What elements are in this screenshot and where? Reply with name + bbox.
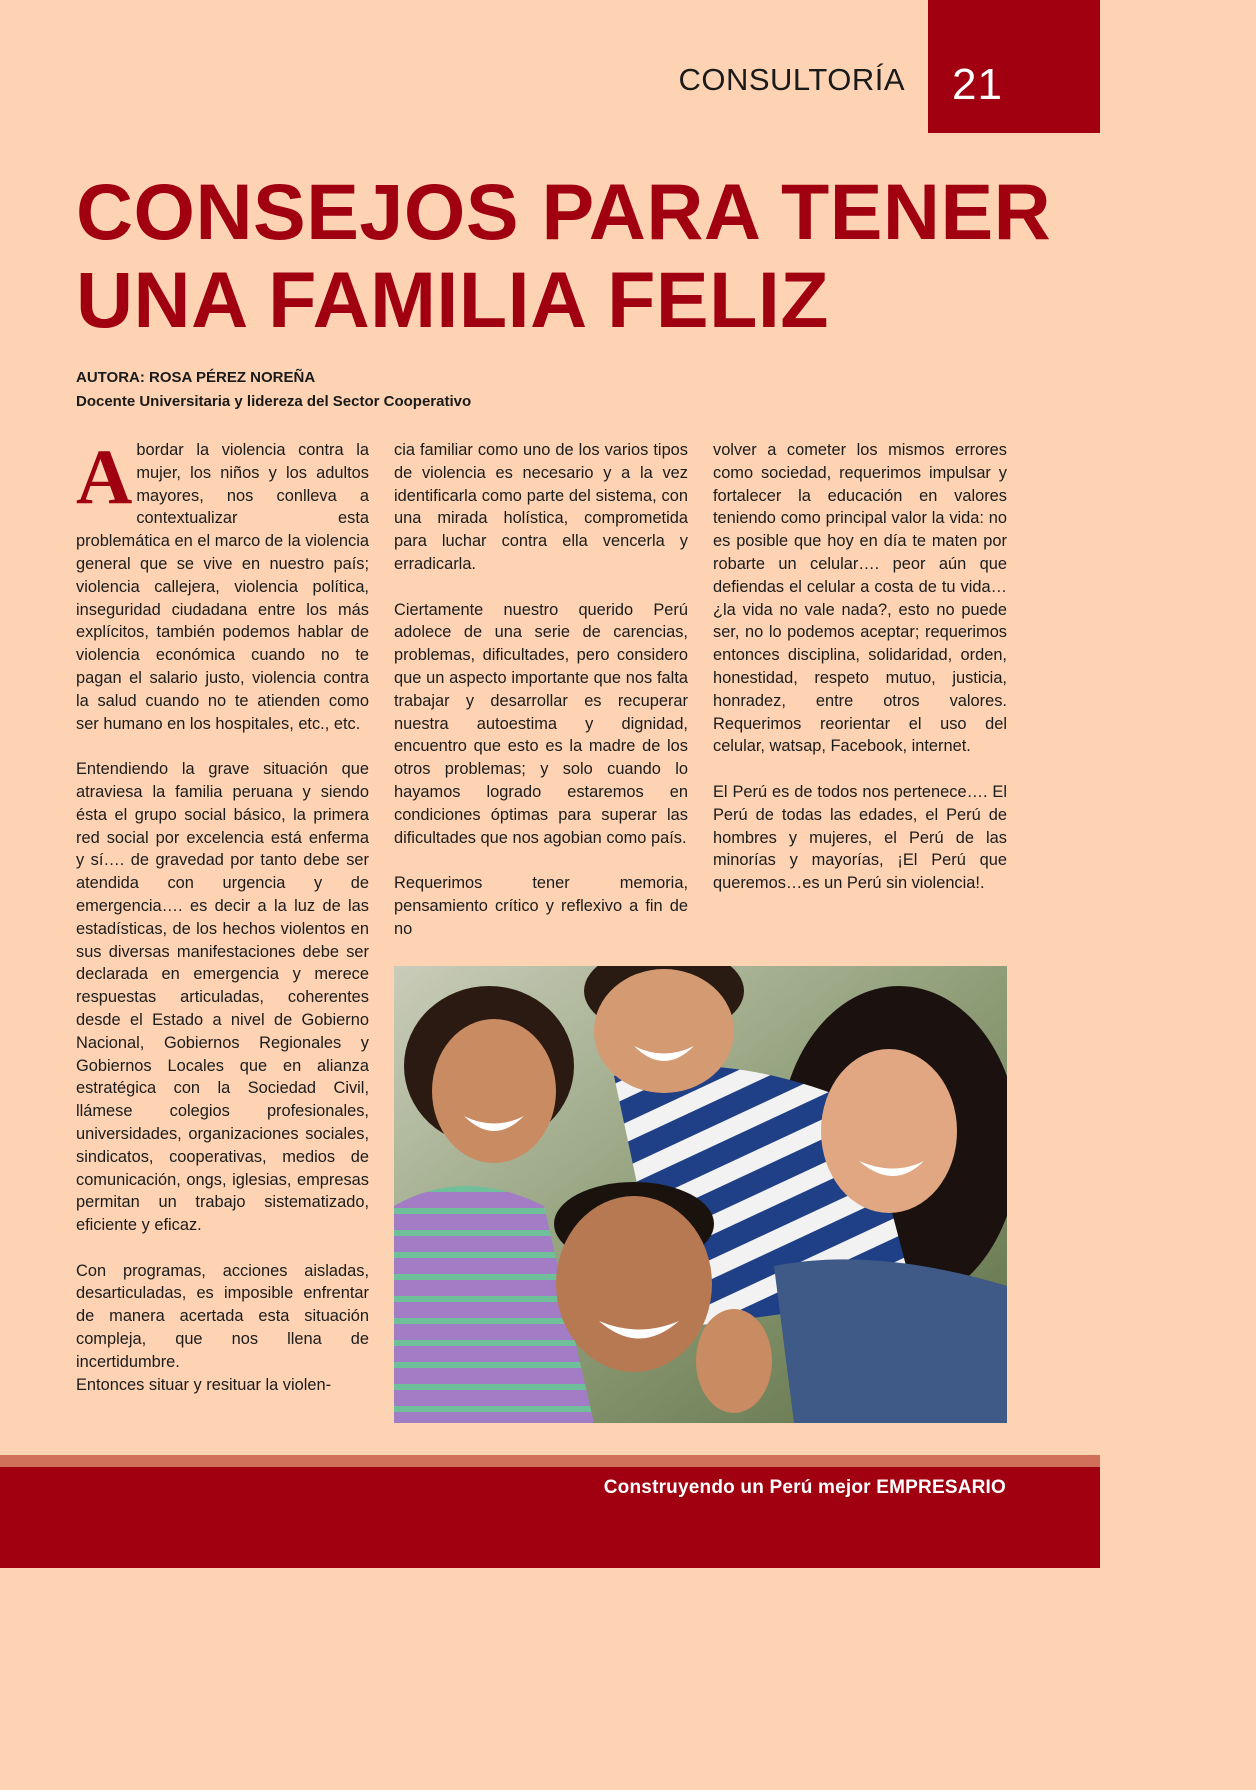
- column-2: [394, 439, 688, 941]
- footer-stripe: [0, 1455, 1100, 1467]
- dropcap: A: [76, 433, 133, 520]
- footer-text: Construyendo un Perú mejor EMPRESARIO: [603, 1477, 1006, 1498]
- author: AUTORA: ROSA PÉREZ NOREÑA: [76, 369, 316, 386]
- title-line-2: UNA FAMILIA FELIZ: [76, 255, 830, 344]
- column-1: [76, 433, 369, 1396]
- paragraph: Requerimos tener memoria, pensamiento crítico y reflexivo a fin de no: [394, 874, 688, 938]
- paragraph: Entonces situar y resituar la violen-: [76, 1375, 332, 1394]
- page-number-box: [928, 0, 1100, 133]
- column-3: [713, 439, 1007, 918]
- footer-bar: [0, 1467, 1100, 1568]
- author-role: Docente Universitaria y lidereza del Sector Cooperativo: [76, 393, 472, 410]
- paragraph: volver a cometer los mismos errores como sociedad, requerimos impulsar y fortalecer la educación en valores teniendo como principal valor la vida: no es posible que hoy en día te maten por robarte un celular…. peor aún que defiendas el celular a costa de tu vida… ¿la vida no vale nada?, esto no puede ser, no lo podemos aceptar; requerimos entonces disciplina, solidaridad, orden, honestidad, respeto mutuo, justicia, honradez, entre otros valores. Requerimos reorientar el uso del celular, watsap, Facebook, internet.: [713, 441, 1007, 756]
- paragraph: cia familiar como uno de los varios tipos de violencia es necesario y a la vez identificarla como parte del sistema, con una mirada holística, comprometida para luchar contra ella vencerla y erradicarla.: [394, 441, 688, 573]
- paragraph: [76, 433, 369, 735]
- paragraph: Ciertamente nuestro querido Perú adolece de una serie de carencias, problemas, dificultades, pero considero que un aspecto importante que nos falta trabajar y desarrollar es recuperar nuestra autoestima y dignidad, encuentro que esto es la madre de los otros problemas; y solo cuando lo hayamos logrado estaremos en condiciones óptimas para superar las dificultades que nos agobian como país.: [394, 600, 688, 847]
- paragraph: Entendiendo la grave situación que atraviesa la familia peruana y siendo ésta el grupo social básico, la primera red social por excelencia está enferma y sí…. de gravedad por tanto debe ser atendida con urgencia y de emergencia…. es decir a la luz de las estadísticas, de los hechos violentos en sus diversas manifestaciones debe ser declarada en emergencia y merece respuestas articuladas, coherentes desde el Estado a nivel de Gobierno Nacional, Gobiernos Regionales y Gobiernos Locales que en alianza estratégica con la Sociedad Civil, llámese colegios profesionales, universidades, organizaciones sociales, sindicatos, cooperativas, medios de comunicación, ongs, iglesias, empresas permitan un trabajo sistematizado, eficiente y eficaz.: [76, 760, 369, 1235]
- section-label: CONSULTORÍA: [678, 62, 905, 97]
- family-photo: [394, 966, 1007, 1423]
- article-title: [76, 168, 1056, 344]
- page-number: 21: [952, 60, 1003, 109]
- paragraph: Con programas, acciones aisladas, desarticuladas, es imposible enfrentar de manera acertada esta situación compleja, que nos llena de incertidumbre.: [76, 1261, 369, 1371]
- paragraph-text: bordar la violencia contra la mujer, los niños y los adultos mayores, nos conlleva a contextualizar esta problemática en el marco de la violencia general que se vive en nuestro país; violencia callejera, violencia política, inseguridad ciudadana entre los más explícitos, también podemos hablar de violencia económica cuando no te pagan el salario justo, violencia contra la salud cuando no te atienden como ser humano en los hospitales, etc., etc.: [76, 441, 369, 733]
- paragraph: El Perú es de todos nos pertenece…. El Perú de todas las edades, el Perú de hombres y mujeres, el Perú de las minorías y mayorías, ¡El Perú que queremos…es un Perú sin violencia!.: [713, 782, 1007, 893]
- title-line-1: CONSEJOS PARA TENER: [76, 167, 1052, 256]
